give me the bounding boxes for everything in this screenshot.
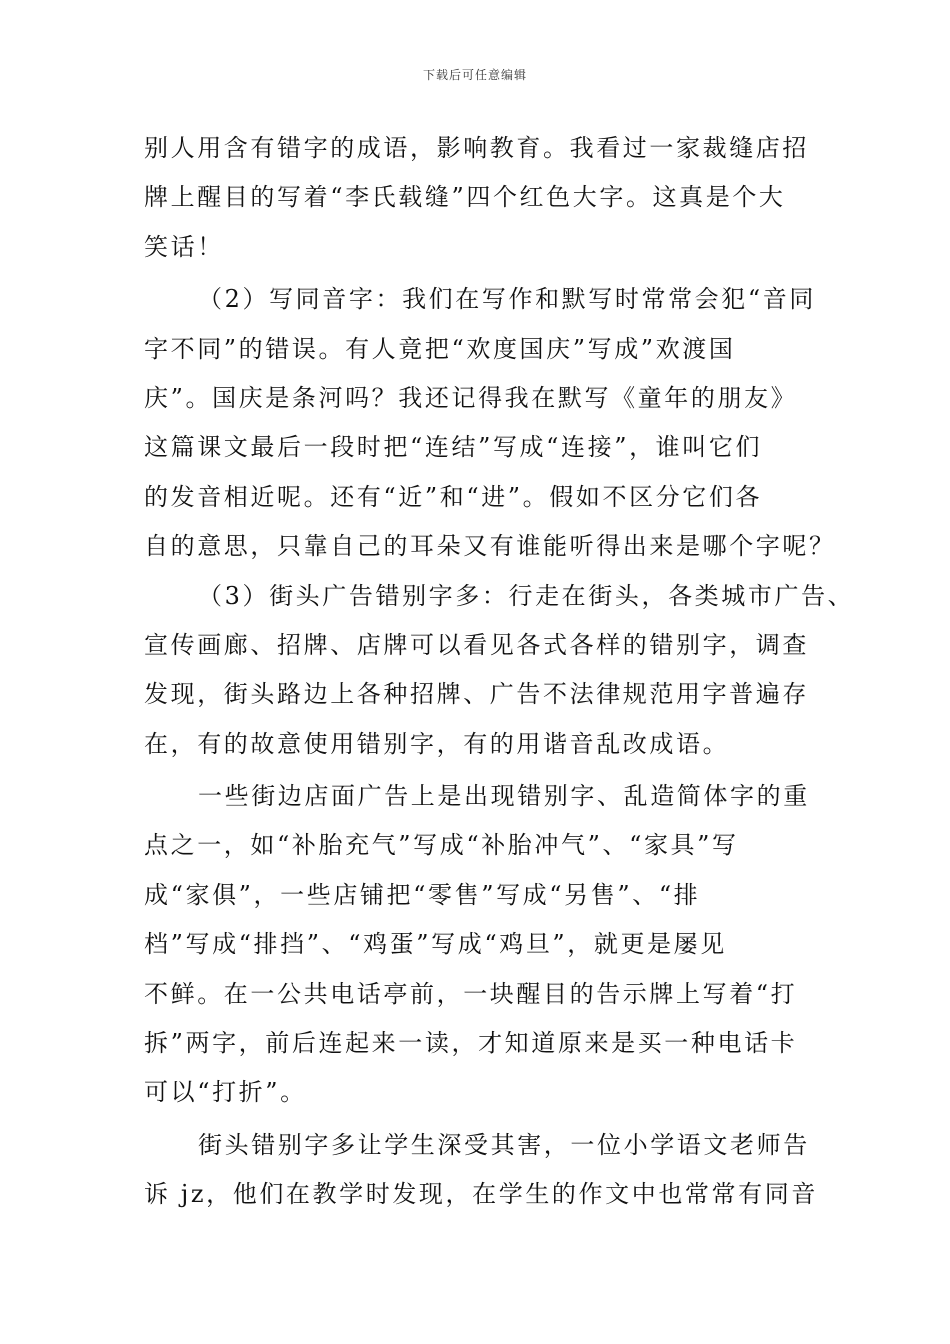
text-line: （3）街头广告错别字多：行走在街头，各类城市广告、 bbox=[198, 581, 855, 610]
text-line: 笑话！ bbox=[144, 232, 224, 261]
text-line: 拆”两字，前后连起来一读，才知道原来是买一种电话卡 bbox=[144, 1029, 798, 1058]
text-line: 自的意思，只靠自己的耳朵又有谁能听得出来是哪个字呢？ bbox=[144, 532, 836, 561]
text-line: 在，有的故意使用错别字，有的用谐音乱改成语。 bbox=[144, 729, 730, 758]
text-line: 牌上醒目的写着“李氏载缝”四个红色大字。这真是个大 bbox=[144, 183, 786, 212]
text-line: 宣传画廊、招牌、店牌可以看见各式各样的错别字，调查 bbox=[144, 630, 809, 659]
text-line: 不鲜。在一公共电话亭前，一块醒目的告示牌上写着“打 bbox=[144, 979, 798, 1008]
text-line: 诉 jz，他们在教学时发现，在学生的作文中也常常有同音 bbox=[144, 1180, 818, 1209]
text-line: 的发音相近呢。还有“近”和“进”。假如不区分它们各 bbox=[144, 482, 763, 511]
text-line: （2）写同音字：我们在写作和默写时常常会犯“音同 bbox=[198, 285, 816, 314]
text-line: 成“家俱”，一些店铺把“零售”写成“另售”、“排 bbox=[144, 880, 701, 909]
text-line: 档”写成“排挡”、“鸡蛋”写成“鸡旦”，就更是屡见 bbox=[144, 930, 727, 959]
text-line: 别人用含有错字的成语，影响教育。我看过一家裁缝店招 bbox=[144, 134, 809, 162]
page-header: 下载后可任意编辑 bbox=[422, 68, 527, 82]
text-line: 街头错别字多让学生深受其害，一位小学语文老师告 bbox=[198, 1130, 810, 1159]
text-line: 发现，街头路边上各种招牌、广告不法律规范用字普遍存 bbox=[144, 680, 809, 709]
document-body bbox=[144, 124, 855, 1220]
text-line: 一些街边店面广告上是出现错别字、乱造简体字的重 bbox=[198, 782, 810, 811]
text-line: 可以“打折”。 bbox=[144, 1078, 307, 1107]
text-line: 这篇课文最后一段时把“连结”写成“连接”，谁叫它们 bbox=[144, 433, 763, 462]
text-line: 点之一，如“补胎充气”写成“补胎冲气”、“家具”写 bbox=[144, 831, 739, 860]
text-line: 字不同”的错误。有人竟把“欢度国庆”写成”欢渡国 bbox=[144, 334, 736, 363]
text-line: 庆”。国庆是条河吗？我还记得我在默写《童年的朋友》 bbox=[144, 383, 798, 412]
